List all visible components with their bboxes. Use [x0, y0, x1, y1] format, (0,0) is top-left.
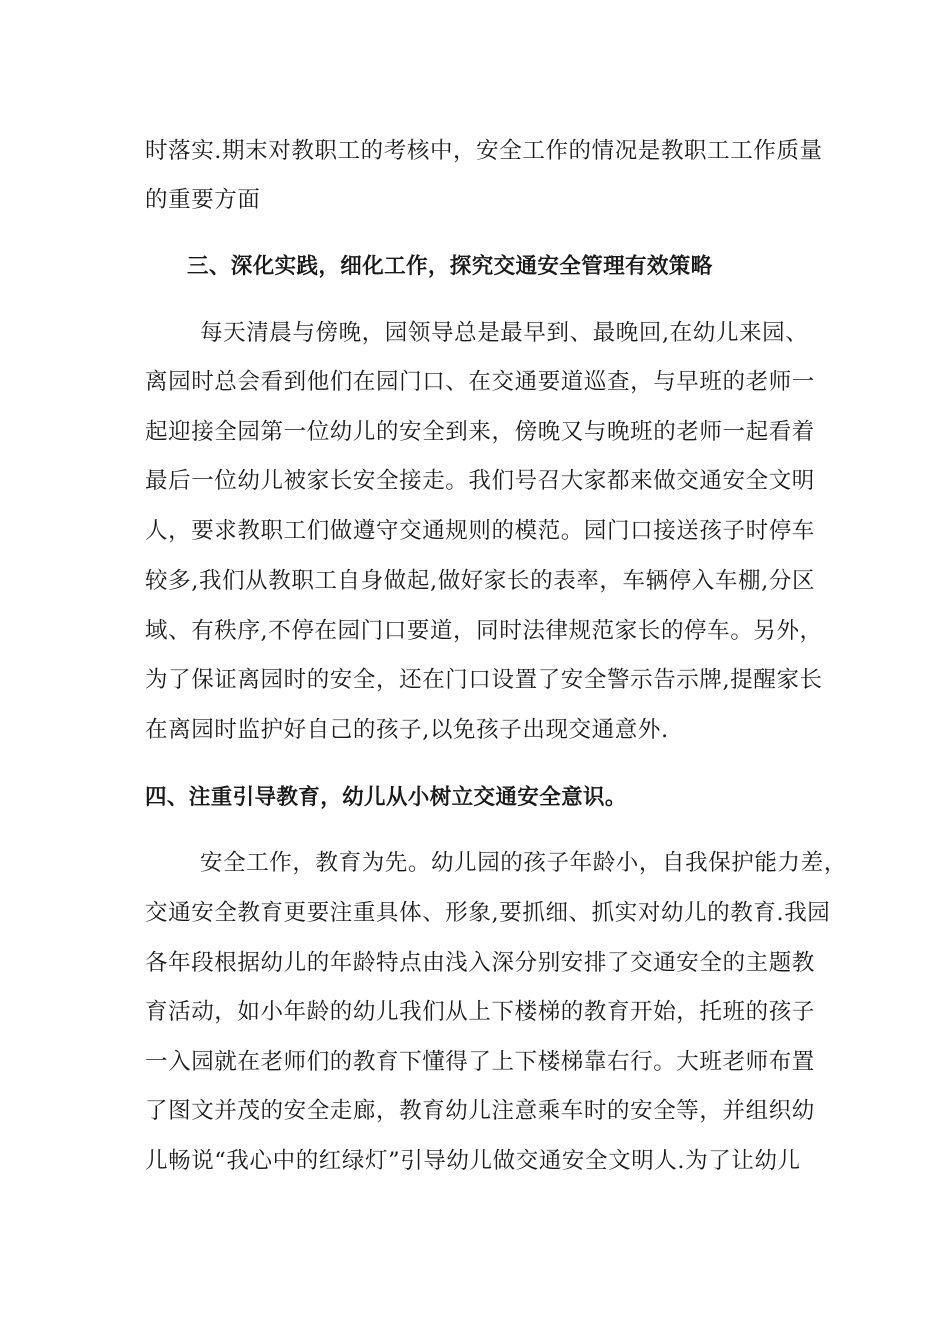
paragraph-line: 安全工作，教育为先。幼儿园的孩子年龄小，自我保护能力差， [200, 850, 847, 876]
paragraph-line: 人，要求教职工们做遵守交通规则的模范。园门口接送孩子时停车 [145, 518, 815, 544]
section-heading-3: 三、深化实践，细化工作，探究交通安全管理有效策略 [187, 254, 713, 279]
paragraph-line: 时落实.期末对教职工的考核中，安全工作的情况是教职工工作质量 [145, 138, 823, 164]
paragraph-line: 各年段根据幼儿的年龄特点由浅入深分别安排了交通安全的主题教 [145, 950, 815, 976]
paragraph-line: 为了保证离园时的安全，还在门口设置了安全警示告示牌,提醒家长 [145, 667, 823, 693]
paragraph-line: 一入园就在老师们的教育下懂得了上下楼梯靠右行。大班老师布置 [145, 1049, 815, 1075]
paragraph-line: 在离园时监护好自己的孩子,以免孩子出现交通意外. [145, 717, 669, 743]
paragraph-line: 儿畅说“我心中的红绿灯”引导幼儿做交通安全文明人.为了让幼儿 [145, 1148, 801, 1174]
section-heading-4: 四、注重引导教育，幼儿从小树立交通安全意识。 [145, 785, 627, 810]
paragraph-line: 每天清晨与傍晚，园领导总是最早到、最晚回,在幼儿来园、 [200, 320, 809, 346]
paragraph-line: 育活动，如小年龄的幼儿我们从上下楼梯的教育开始，托班的孩子 [145, 999, 815, 1025]
paragraph-line: 起迎接全园第一位幼儿的安全到来，傍晚又与晚班的老师一起看着 [145, 419, 815, 445]
paragraph-line: 离园时总会看到他们在园门口、在交通要道巡查，与早班的老师一 [145, 369, 815, 395]
paragraph-line: 了图文并茂的安全走廊，教育幼儿注意乘车时的安全等，并组织幼 [145, 1098, 815, 1124]
paragraph-line: 的重要方面 [145, 187, 261, 213]
paragraph-line: 最后一位幼儿被家长安全接走。我们号召大家都来做交通安全文明 [145, 468, 815, 494]
paragraph-line: 较多,我们从教职工自身做起,做好家长的表率，车辆停入车棚,分区 [145, 568, 816, 594]
paragraph-line: 域、有秩序,不停在园门口要道，同时法律规范家长的停车。另外， [145, 618, 823, 644]
paragraph-line: 交通安全教育更要注重具体、形象,要抓细、抓实对幼儿的教育.我园 [145, 900, 831, 926]
